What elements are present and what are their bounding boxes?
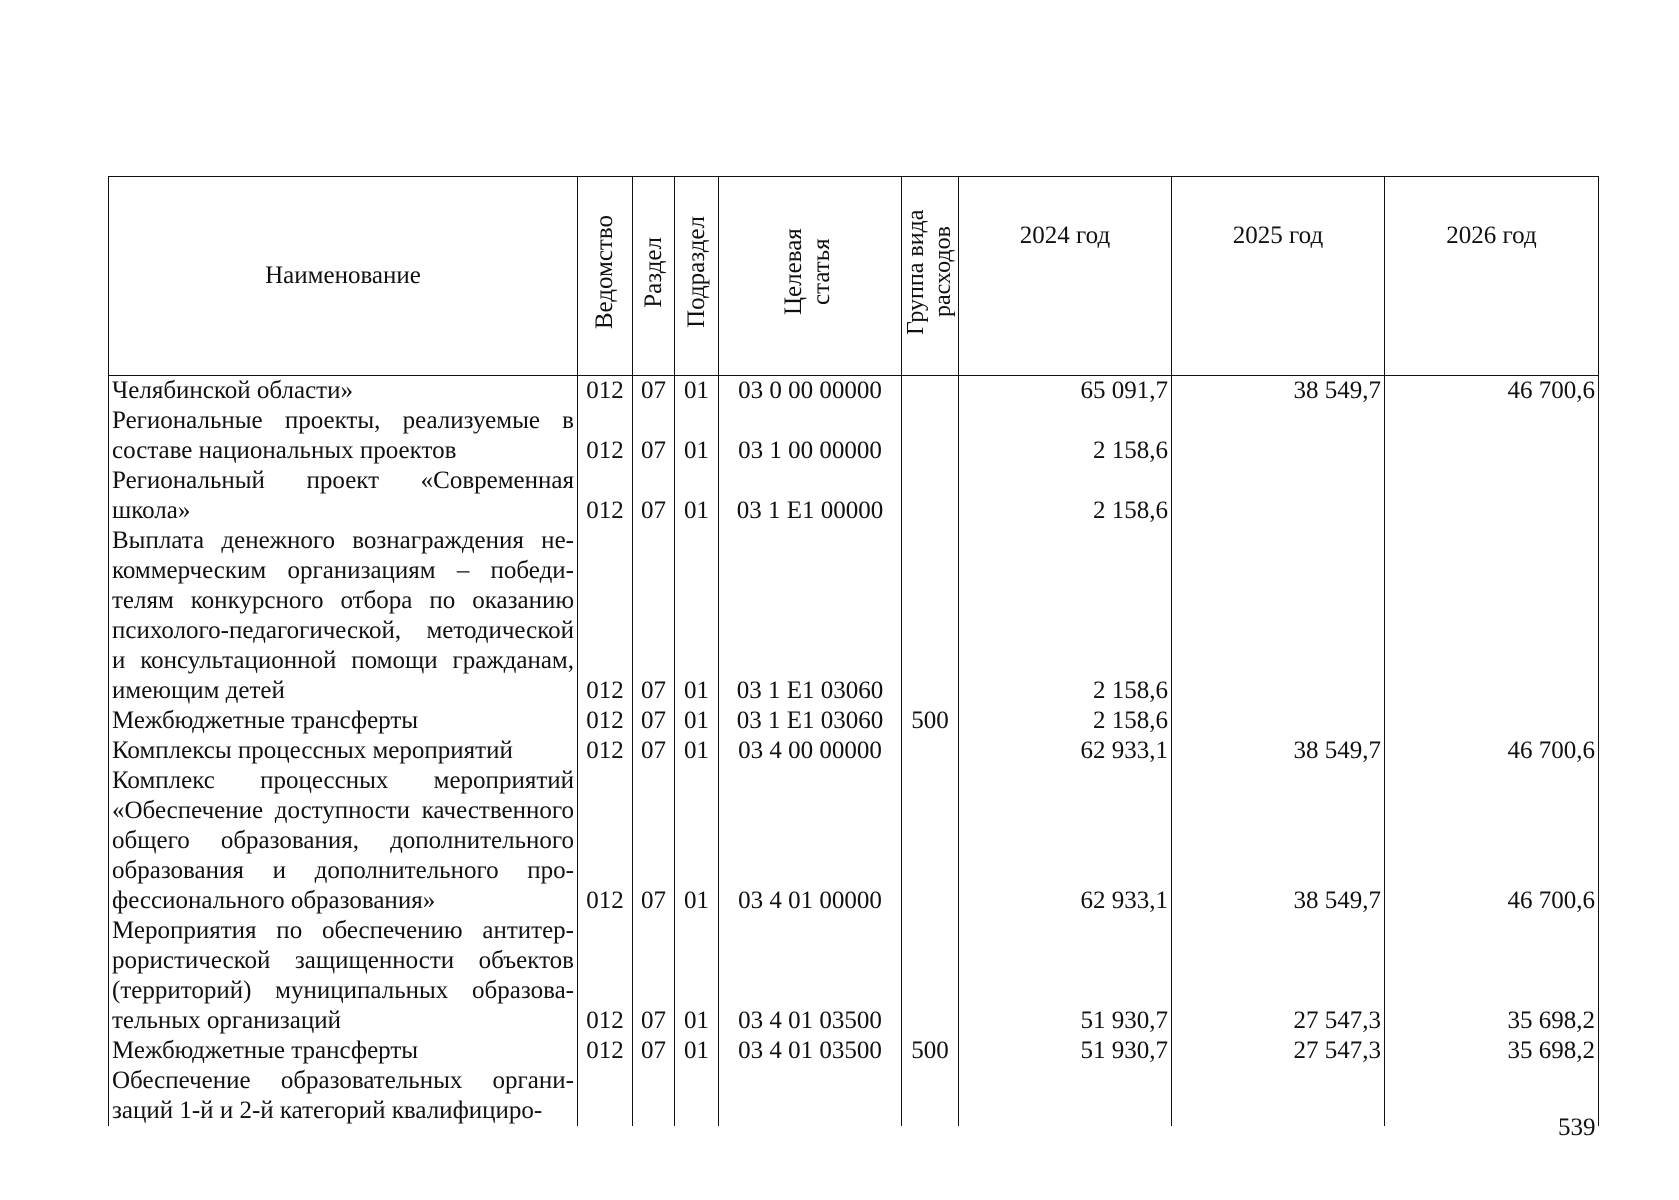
table-row xyxy=(109,736,1599,766)
row-vedomstvo: 012 xyxy=(578,406,633,466)
table-row xyxy=(109,1066,1599,1126)
header-2026: 2026 год xyxy=(1385,177,1599,376)
row-value-2026 xyxy=(1385,526,1599,706)
row-vedomstvo: 012 xyxy=(578,376,633,407)
page-number: 539 xyxy=(1558,1114,1596,1141)
row-podrazdel: 01 xyxy=(675,706,719,736)
row-vedomstvo xyxy=(578,1066,633,1126)
row-gruppa xyxy=(902,526,959,706)
row-name: Комплекс процессных мероприятий «Обеспечение доступности качественного общего образования, дополнительного образования и дополнительного профессионального образования» xyxy=(109,766,578,916)
row-gruppa xyxy=(902,466,959,526)
row-celevaya-statya: 03 4 01 03500 xyxy=(719,1036,902,1066)
row-value-2024: 51 930,7 xyxy=(959,1036,1172,1066)
row-name: Межбюджетные трансферты xyxy=(109,706,578,736)
row-name: Мероприятия по обеспечению антитеррористической защищенности объектов (территорий) муниципальных образовательных организаций xyxy=(109,916,578,1036)
row-razdel: 07 xyxy=(633,916,675,1036)
budget-table xyxy=(108,176,1599,1126)
row-name: Региональный проект «Современная школа» xyxy=(109,466,578,526)
row-value-2024: 62 933,1 xyxy=(959,766,1172,916)
row-gruppa xyxy=(902,1066,959,1126)
row-celevaya-statya: 03 0 00 00000 xyxy=(719,376,902,407)
row-value-2024: 2 158,6 xyxy=(959,706,1172,736)
row-celevaya-statya: 03 1 Е1 00000 xyxy=(719,466,902,526)
row-razdel: 07 xyxy=(633,1036,675,1066)
row-podrazdel: 01 xyxy=(675,1036,719,1066)
row-celevaya-statya: 03 1 Е1 03060 xyxy=(719,526,902,706)
row-name: Межбюджетные трансферты xyxy=(109,1036,578,1066)
row-gruppa: 500 xyxy=(902,1036,959,1066)
row-value-2026: 46 700,6 xyxy=(1385,376,1599,407)
row-value-2026: 46 700,6 xyxy=(1385,766,1599,916)
row-value-2025: 38 549,7 xyxy=(1172,736,1385,766)
row-podrazdel: 01 xyxy=(675,406,719,466)
row-vedomstvo: 012 xyxy=(578,526,633,706)
row-value-2025 xyxy=(1172,1066,1385,1126)
row-podrazdel: 01 xyxy=(675,376,719,407)
row-vedomstvo: 012 xyxy=(578,736,633,766)
row-gruppa xyxy=(902,406,959,466)
table-row xyxy=(109,406,1599,466)
row-celevaya-statya xyxy=(719,1066,902,1126)
table-row xyxy=(109,376,1599,407)
row-name: Региональные проекты, реализуемые в составе национальных проектов xyxy=(109,406,578,466)
table-row xyxy=(109,526,1599,706)
row-value-2025 xyxy=(1172,466,1385,526)
row-vedomstvo: 012 xyxy=(578,466,633,526)
row-value-2024: 2 158,6 xyxy=(959,466,1172,526)
row-razdel: 07 xyxy=(633,406,675,466)
row-razdel xyxy=(633,1066,675,1126)
row-gruppa xyxy=(902,736,959,766)
row-razdel: 07 xyxy=(633,376,675,407)
table-header-row xyxy=(109,177,1599,376)
row-razdel: 07 xyxy=(633,766,675,916)
row-vedomstvo: 012 xyxy=(578,1036,633,1066)
header-name: Наименование xyxy=(109,177,578,376)
row-gruppa xyxy=(902,916,959,1036)
row-value-2026 xyxy=(1385,406,1599,466)
table-row xyxy=(109,466,1599,526)
row-value-2025: 27 547,3 xyxy=(1172,916,1385,1036)
row-value-2025: 27 547,3 xyxy=(1172,1036,1385,1066)
row-value-2024: 65 091,7 xyxy=(959,376,1172,407)
row-name: Обеспечение образовательных организаций 1-й и 2-й категорий квалифициро- xyxy=(109,1066,578,1126)
header-vedomstvo: Ведомство xyxy=(578,177,633,376)
row-razdel: 07 xyxy=(633,736,675,766)
table-row xyxy=(109,1036,1599,1066)
row-celevaya-statya: 03 4 01 03500 xyxy=(719,916,902,1036)
row-podrazdel: 01 xyxy=(675,766,719,916)
row-name: Комплексы процессных мероприятий xyxy=(109,736,578,766)
row-value-2025: 38 549,7 xyxy=(1172,766,1385,916)
row-podrazdel: 01 xyxy=(675,916,719,1036)
row-celevaya-statya: 03 1 Е1 03060 xyxy=(719,706,902,736)
row-value-2024: 2 158,6 xyxy=(959,526,1172,706)
row-value-2025 xyxy=(1172,406,1385,466)
row-vedomstvo: 012 xyxy=(578,766,633,916)
row-gruppa xyxy=(902,376,959,407)
row-celevaya-statya: 03 1 00 00000 xyxy=(719,406,902,466)
row-celevaya-statya: 03 4 01 00000 xyxy=(719,766,902,916)
row-gruppa: 500 xyxy=(902,706,959,736)
row-name: Выплата денежного вознаграждения некоммерческим организациям – победителям конкурсного отбора по оказанию психолого-педагогической, методической и консультационной помощи гражданам, имеющим детей xyxy=(109,526,578,706)
row-value-2026: 35 698,2 xyxy=(1385,916,1599,1036)
table-row xyxy=(109,766,1599,916)
row-celevaya-statya: 03 4 00 00000 xyxy=(719,736,902,766)
row-value-2024 xyxy=(959,1066,1172,1126)
row-value-2025 xyxy=(1172,526,1385,706)
row-razdel: 07 xyxy=(633,466,675,526)
row-vedomstvo: 012 xyxy=(578,706,633,736)
row-value-2025 xyxy=(1172,706,1385,736)
table-body xyxy=(109,376,1599,1127)
table-row xyxy=(109,916,1599,1036)
header-razdel: Раздел xyxy=(633,177,675,376)
row-vedomstvo: 012 xyxy=(578,916,633,1036)
row-razdel: 07 xyxy=(633,706,675,736)
row-podrazdel: 01 xyxy=(675,466,719,526)
header-gruppa-vida-rashodov: Группа вида расходов xyxy=(902,177,959,376)
row-value-2026: 46 700,6 xyxy=(1385,736,1599,766)
row-value-2025: 38 549,7 xyxy=(1172,376,1385,407)
row-value-2026 xyxy=(1385,706,1599,736)
row-value-2024: 62 933,1 xyxy=(959,736,1172,766)
row-razdel: 07 xyxy=(633,526,675,706)
row-value-2026: 35 698,2 xyxy=(1385,1036,1599,1066)
row-podrazdel: 01 xyxy=(675,736,719,766)
header-2025: 2025 год xyxy=(1172,177,1385,376)
header-podrazdel: Подраздел xyxy=(675,177,719,376)
row-name: Челябинской области» xyxy=(109,376,578,407)
header-2024: 2024 год xyxy=(959,177,1172,376)
row-gruppa xyxy=(902,766,959,916)
row-value-2024: 51 930,7 xyxy=(959,916,1172,1036)
row-value-2026 xyxy=(1385,466,1599,526)
row-podrazdel: 01 xyxy=(675,526,719,706)
row-podrazdel xyxy=(675,1066,719,1126)
row-value-2024: 2 158,6 xyxy=(959,406,1172,466)
table-row xyxy=(109,706,1599,736)
header-celevaya-statya: Целевая статья xyxy=(719,177,902,376)
